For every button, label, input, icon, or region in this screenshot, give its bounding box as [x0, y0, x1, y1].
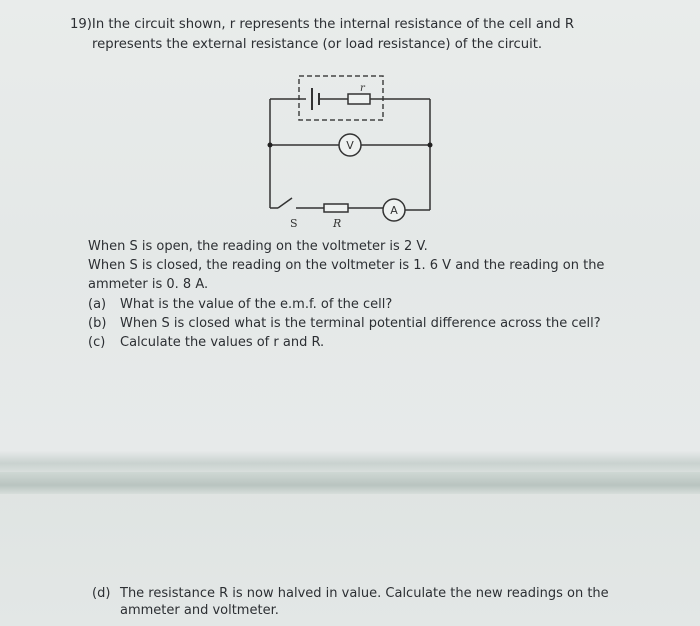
question-line-1: 19)In the circuit shown, r represents the internal resistance of the cell and R	[70, 17, 574, 32]
switch-blade	[278, 198, 292, 208]
part-c-text: Calculate the values of r and R.	[120, 335, 325, 350]
info-line-3: ammeter is 0. 8 A.	[88, 277, 209, 292]
part-d-line-2: ammeter and voltmeter.	[120, 603, 279, 618]
ammeter-label: A	[390, 204, 398, 217]
part-c-letter: (c)	[88, 335, 106, 350]
question-line-2: represents the external resistance (or load resistance) of the circuit.	[92, 37, 543, 52]
circuit-diagram	[262, 70, 442, 230]
voltmeter-label: V	[346, 139, 354, 152]
switch-label: S	[290, 217, 298, 230]
part-b-text: When S is closed what is the terminal potential difference across the cell?	[120, 316, 601, 331]
junction-left	[268, 143, 273, 148]
junction-right	[428, 143, 433, 148]
part-a-letter: (a)	[88, 297, 107, 312]
page-fold-band	[0, 472, 700, 494]
part-b	[88, 315, 601, 333]
part-d-line-1	[92, 585, 609, 603]
part-a-text: What is the value of the e.m.f. of the cell?	[120, 297, 393, 312]
info-line-1: When S is open, the reading on the voltmeter is 2 V.	[88, 239, 428, 254]
internal-resistor	[348, 94, 370, 104]
load-resistor	[324, 204, 348, 212]
part-d-text-1: The resistance R is now halved in value. Calculate the new readings on the	[120, 586, 609, 601]
info-line-2: When S is closed, the reading on the voltmeter is 1. 6 V and the reading on the	[88, 258, 605, 273]
internal-resistance-label: r	[360, 83, 365, 94]
part-d-letter: (d)	[92, 586, 111, 601]
part-a	[88, 296, 392, 314]
part-c	[88, 334, 324, 352]
part-b-letter: (b)	[88, 316, 107, 331]
load-resistor-label: R	[333, 217, 342, 230]
